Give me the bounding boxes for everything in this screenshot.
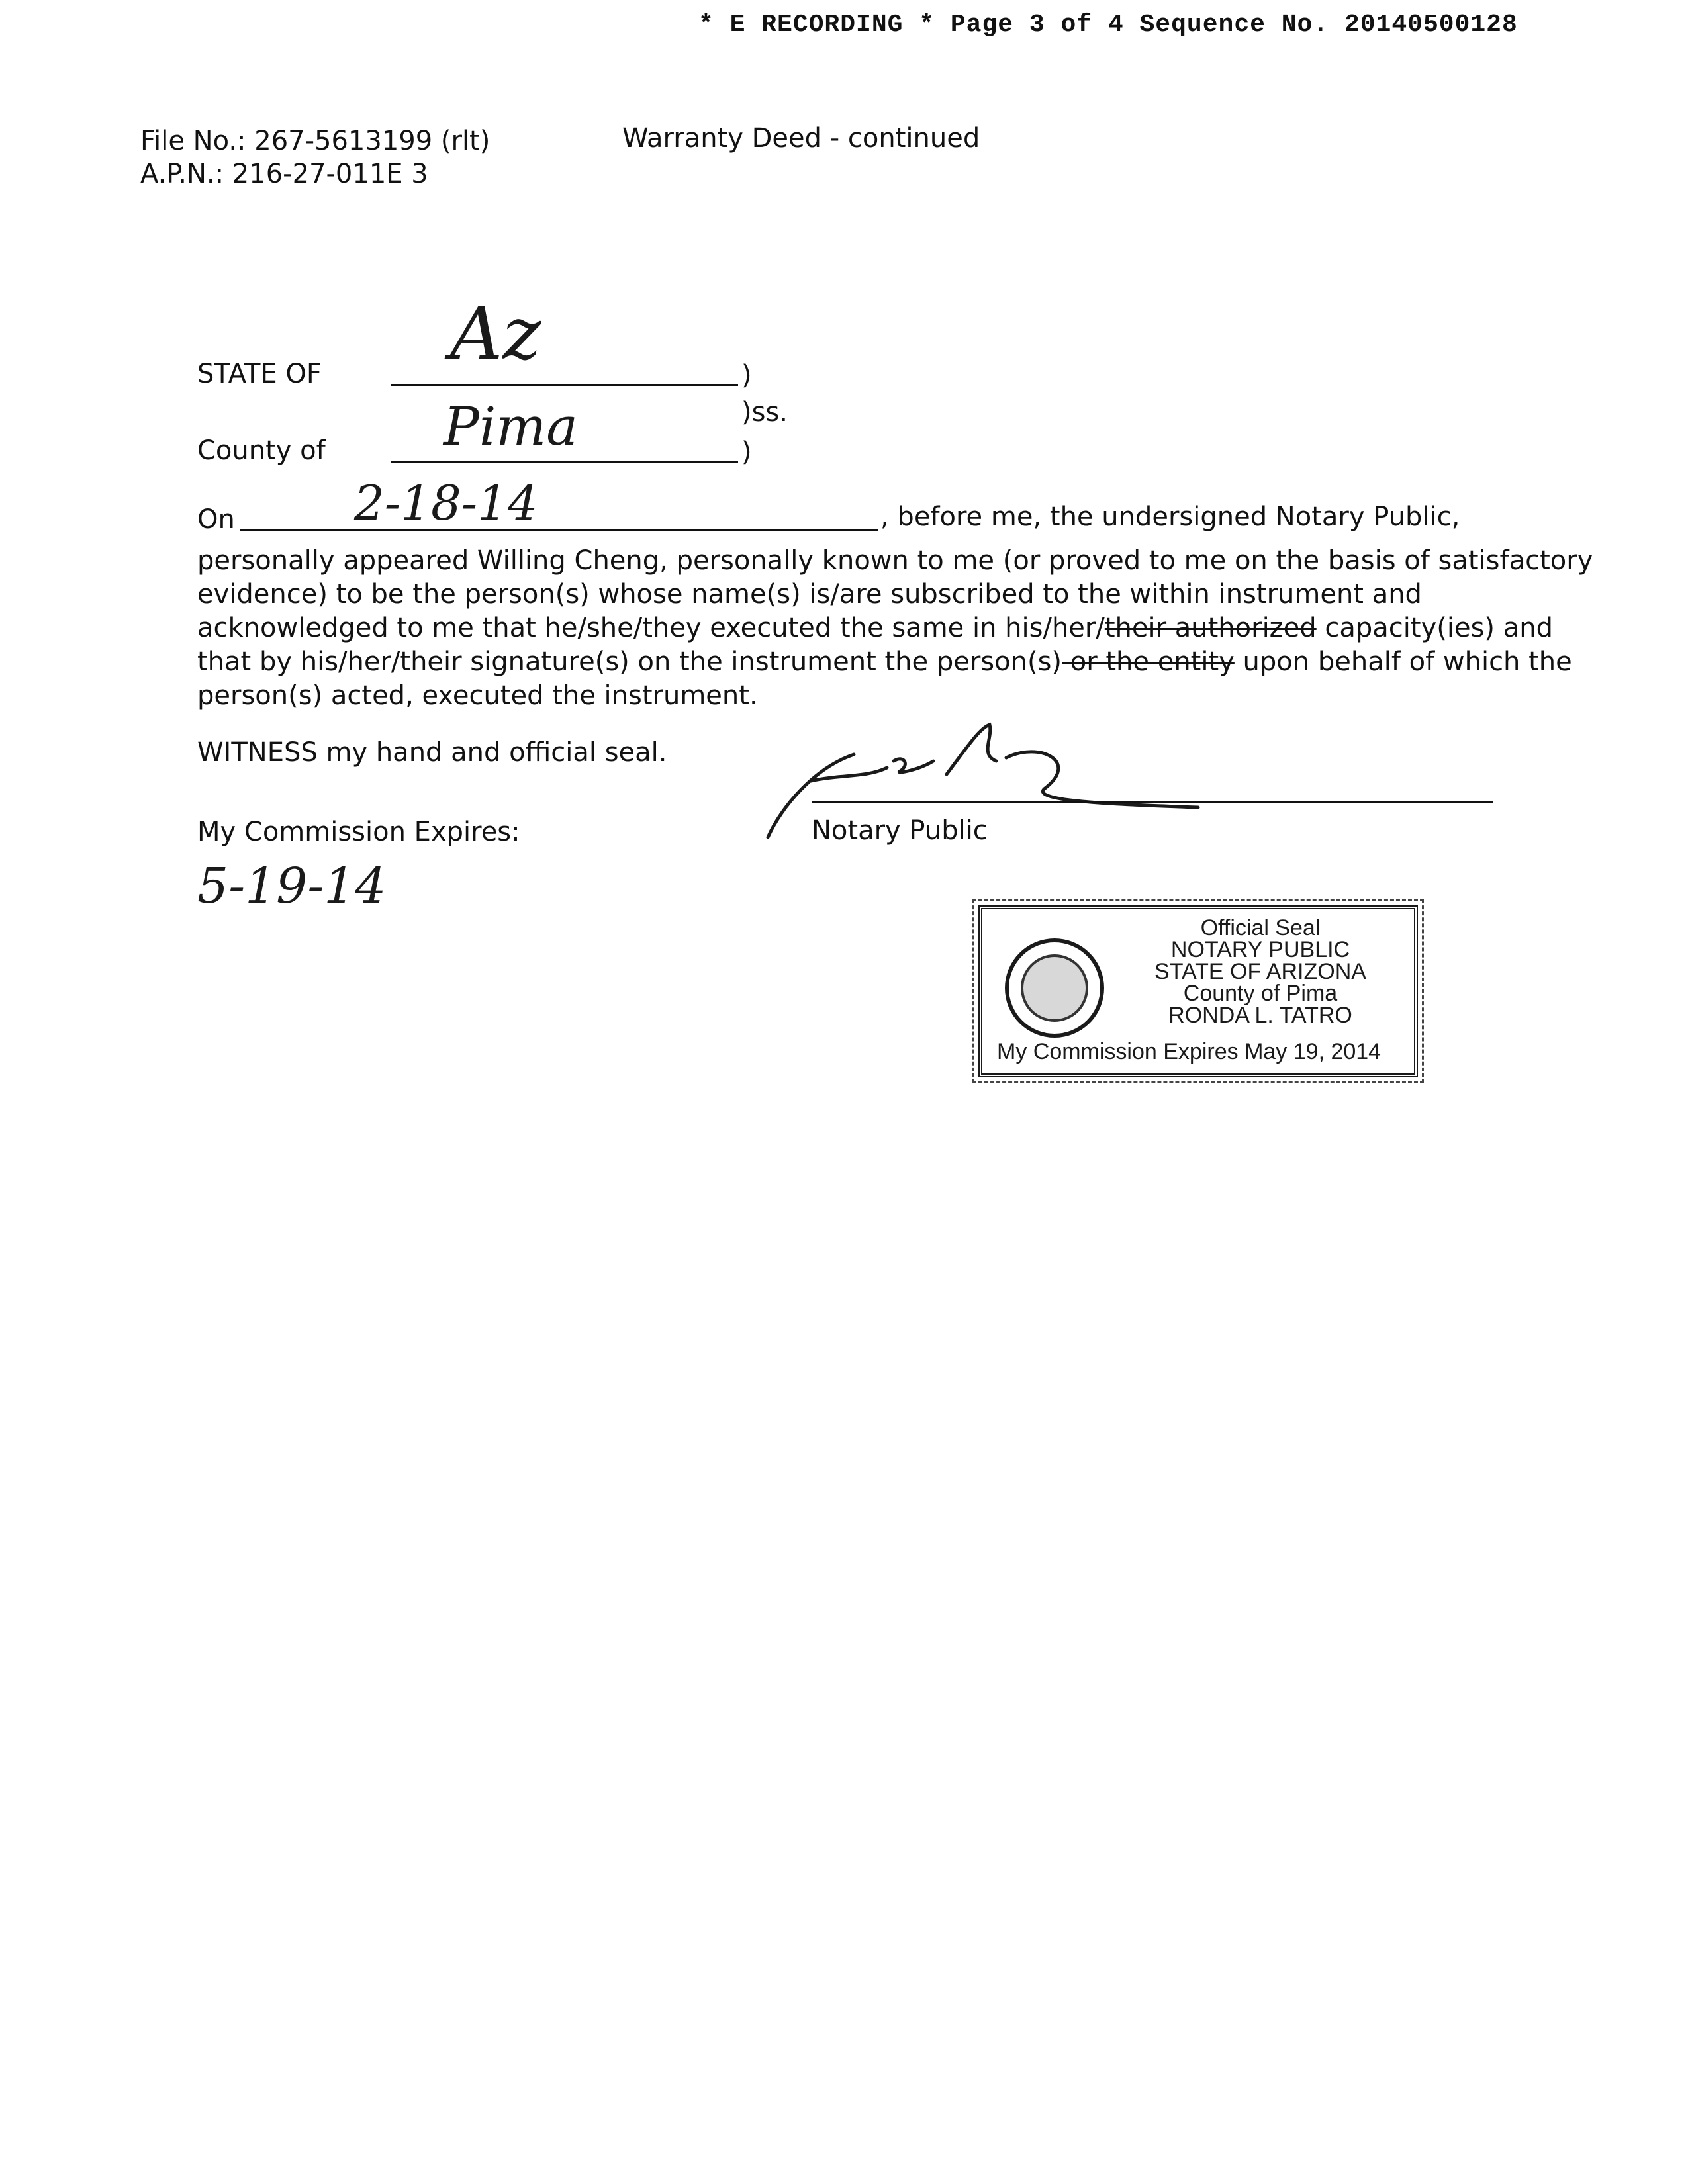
seal-line-6: My Commission Expires May 19, 2014 bbox=[997, 1039, 1382, 1064]
signature-line bbox=[812, 801, 1493, 803]
paren-1: ) bbox=[741, 360, 752, 390]
seal-line-2: NOTARY PUBLIC bbox=[1170, 937, 1350, 962]
seal-line-4: County of Pima bbox=[1183, 981, 1338, 1006]
witness-text: WITNESS my hand and official seal. bbox=[197, 737, 667, 768]
para-line-4: acknowledged to me that he/she/they executed the same in his/her/their authorized capacity(ies) and bbox=[197, 613, 1553, 643]
seal-line-5: RONDA L. TATRO bbox=[1168, 1003, 1352, 1028]
struck-entity: or the entity bbox=[1062, 647, 1235, 677]
seal-line-1: Official Seal bbox=[1200, 915, 1321, 940]
county-line bbox=[391, 461, 738, 463]
seal-line-3: STATE OF ARIZONA bbox=[1154, 959, 1366, 984]
para-line-6: person(s) acted, executed the instrument. bbox=[197, 680, 758, 711]
apn-number: A.P.N.: 216-27-011E 3 bbox=[140, 159, 428, 189]
ss-marker: )ss. bbox=[741, 397, 788, 428]
state-line bbox=[391, 384, 738, 386]
date-line bbox=[240, 529, 878, 531]
state-handwritten: Az bbox=[450, 291, 541, 376]
file-number: File No.: 267-5613199 (rlt) bbox=[140, 126, 491, 156]
para-line-2: personally appeared Willing Cheng, personally known to me (or proved to me on the basis of satisfactory bbox=[197, 545, 1593, 576]
document-title: Warranty Deed - continued bbox=[622, 123, 980, 154]
acknowledgment-paragraph bbox=[197, 544, 1593, 713]
on-label: On bbox=[197, 504, 235, 535]
date-handwritten: 2-18-14 bbox=[354, 475, 538, 531]
recording-header: * E RECORDING * Page 3 of 4 Sequence No. 20140500128 bbox=[698, 11, 1518, 39]
struck-authorized: their authorized bbox=[1104, 613, 1317, 643]
notary-public-label: Notary Public bbox=[812, 815, 988, 846]
para-line-3: evidence) to be the person(s) whose name(s) is/are subscribed to the within instrument and bbox=[197, 579, 1422, 610]
commission-handwritten: 5-19-14 bbox=[197, 858, 387, 915]
county-label: County of bbox=[197, 435, 326, 466]
arizona-seal-icon bbox=[1005, 938, 1104, 1038]
commission-label: My Commission Expires: bbox=[197, 817, 520, 847]
para-line-5: that by his/her/their signature(s) on the instrument the person(s) or the entity upon behalf of which the bbox=[197, 647, 1572, 677]
paren-2: ) bbox=[741, 437, 752, 467]
notary-seal-stamp bbox=[978, 905, 1418, 1077]
para-line-1: , before me, the undersigned Notary Public, bbox=[880, 502, 1460, 532]
state-label: STATE OF bbox=[197, 359, 322, 389]
county-handwritten: Pima bbox=[444, 396, 578, 457]
